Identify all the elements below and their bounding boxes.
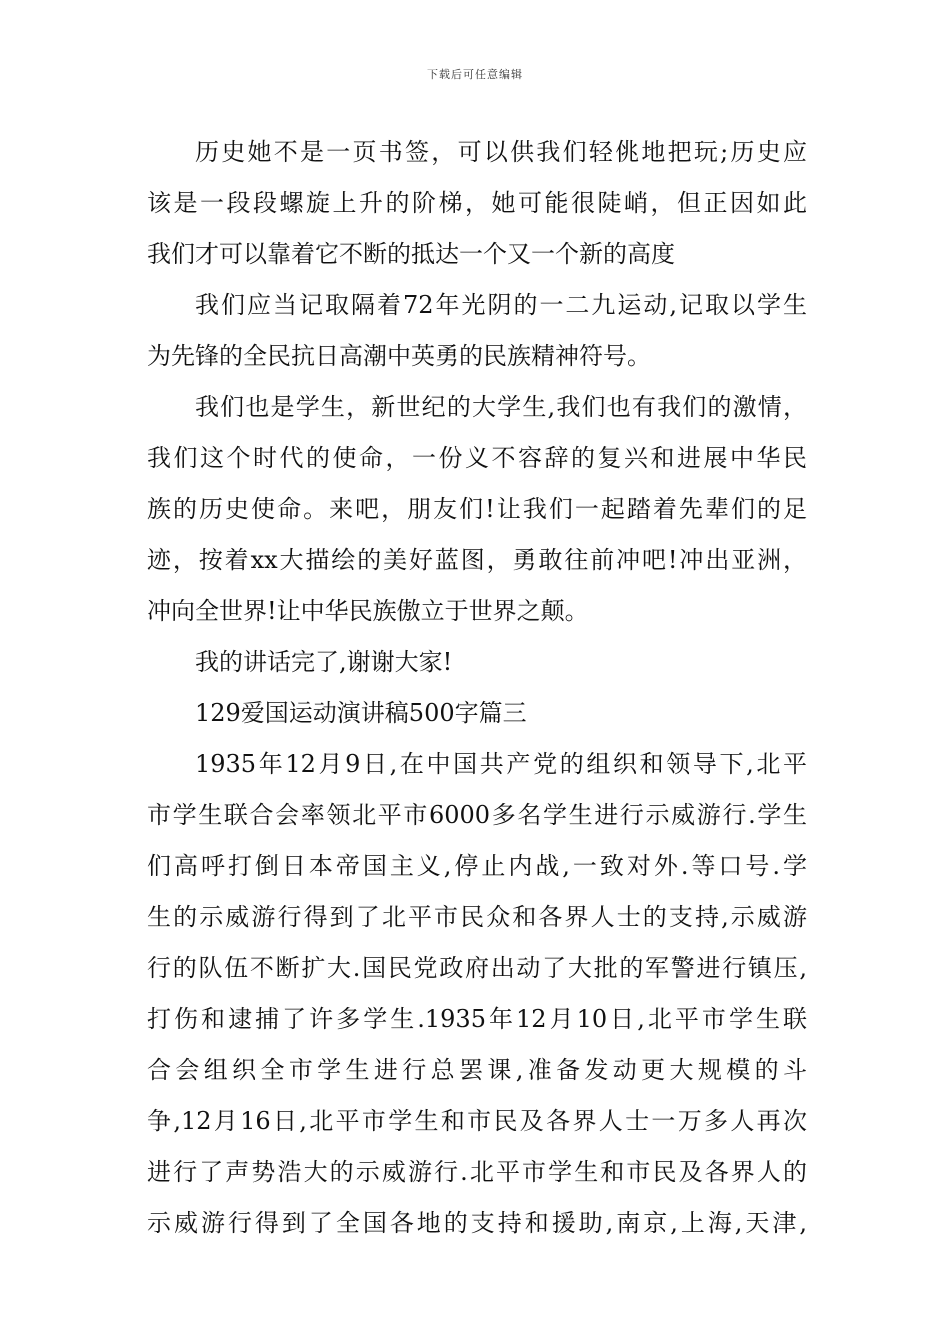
text-line: 1935年12月9日,在中国共产党的组织和领导下,北平 [195, 750, 807, 778]
text-line: 合会组织全市学生进行总罢课,准备发动更大规模的斗 [147, 1056, 807, 1084]
text-line: 行的队伍不断扩大.国民党政府出动了大批的军警进行镇压, [147, 954, 807, 982]
text-line: 们高呼打倒日本帝国主义,停止内战,一致对外.等口号.学 [147, 852, 807, 880]
text-line: 进行了声势浩大的示威游行.北平市学生和市民及各界人的 [147, 1158, 807, 1186]
text-line: 我们这个时代的使命，一份义不容辞的复兴和进展中华民 [147, 444, 807, 472]
text-line: 历史她不是一页书签，可以供我们轻佻地把玩;历史应 [195, 138, 807, 166]
text-line: 冲向全世界!让中华民族傲立于世界之颠。 [147, 597, 589, 625]
text-line: 争,12月16日,北平市学生和市民及各界人士一万多人再次 [147, 1107, 807, 1135]
download-note: 下载后可任意编辑 [427, 68, 523, 81]
text-line: 我们也是学生，新世纪的大学生,我们也有我们的激情， [195, 393, 807, 421]
text-line: 生的示威游行得到了北平市民众和各界人士的支持,示威游 [147, 903, 807, 931]
text-line: 市学生联合会率领北平市6000多名学生进行示威游行.学生 [147, 801, 807, 829]
text-line: 打伤和逮捕了许多学生.1935年12月10日,北平市学生联 [147, 1005, 807, 1033]
text-line: 我的讲话完了,谢谢大家! [195, 648, 453, 676]
text-line: 为先锋的全民抗日高潮中英勇的民族精神符号。 [147, 342, 651, 370]
text-line: 迹，按着xx大描绘的美好蓝图，勇敢往前冲吧!冲出亚洲， [147, 546, 807, 574]
text-line: 该是一段段螺旋上升的阶梯，她可能很陡峭，但正因如此 [147, 189, 807, 217]
text-line: 我们应当记取隔着72年光阴的一二九运动,记取以学生 [195, 291, 807, 319]
document-body [147, 127, 807, 1249]
text-line: 示威游行得到了全国各地的支持和援助,南京,上海,天津, [147, 1209, 807, 1237]
section-heading: 129爱国运动演讲稿500字篇三 [195, 699, 527, 727]
text-line: 我们才可以靠着它不断的抵达一个又一个新的高度 [147, 240, 675, 268]
text-line: 族的历史使命。来吧，朋友们!让我们一起踏着先辈们的足 [147, 495, 807, 523]
